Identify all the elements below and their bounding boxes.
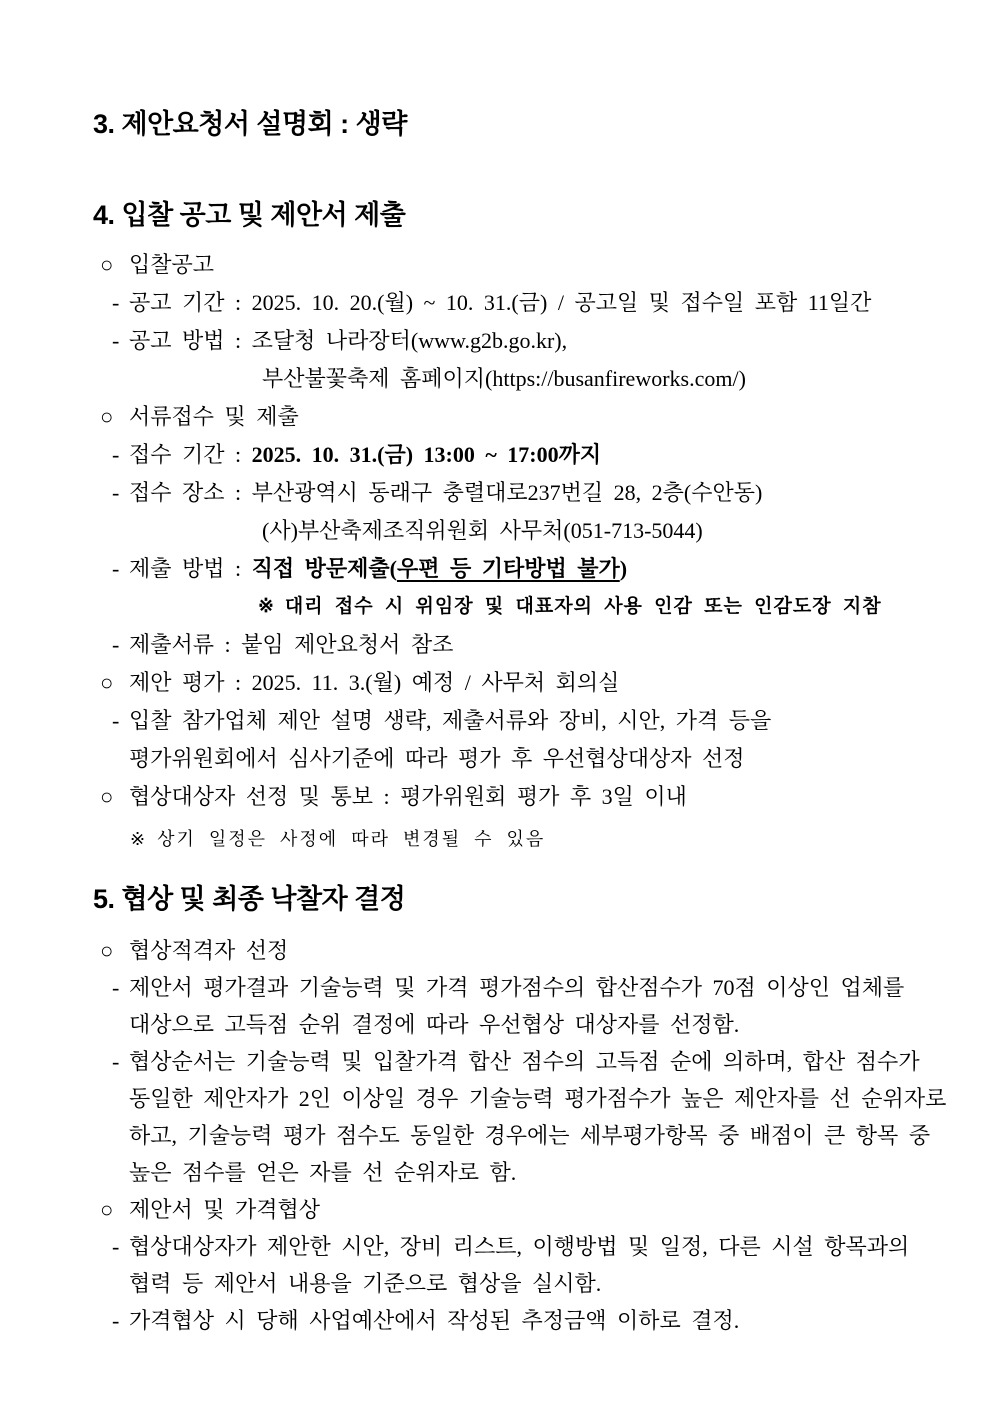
line-negotiation-title — [0, 1191, 992, 1228]
line-qualified-3 — [0, 1043, 992, 1080]
dash-marker: - — [112, 975, 120, 1000]
circle-marker: ○ — [100, 784, 114, 809]
dash-marker: - — [112, 1234, 120, 1259]
line-text: 하고, 기술능력 평가 점수도 동일한 경우에는 세부평가항목 중 배점이 큰 항목 중 — [129, 1123, 931, 1148]
line-qualified-4 — [0, 1080, 992, 1117]
circle-marker: ○ — [100, 670, 114, 695]
line-qualified-5 — [0, 1117, 992, 1154]
line-text: 대상으로 고득점 순위 결정에 따라 우선협상 대상자를 선정함. — [129, 1012, 740, 1037]
note-marker: ※ — [258, 596, 275, 617]
dash-marker: - — [112, 1049, 120, 1074]
line-text: (사)부산축제조직위원회 사무처(051-713-5044) — [262, 518, 703, 543]
line-text: 협상순서는 기술능력 및 입찰가격 합산 점수의 고득점 순에 의하며, 합산 점수가 — [129, 1049, 920, 1074]
line-submit-method — [0, 550, 992, 588]
line-text: 협상적격자 선정 — [129, 938, 289, 963]
line-text: 높은 점수를 얻은 자를 선 순위자로 함. — [129, 1160, 517, 1185]
section-3-heading: 3. 제안요청서 설명회 : 생략 — [93, 109, 407, 139]
line-text: 접수 장소 : 부산광역시 동래구 충렬대로237번길 28, 2층(수안동) — [129, 480, 763, 505]
dash-marker: - — [112, 328, 120, 353]
line-text: 제안서 평가결과 기술능력 및 가격 평가점수의 합산점수가 70점 이상인 업체를 — [129, 975, 905, 1000]
line-notice-method — [0, 322, 992, 360]
line-label: 제출 방법 : — [129, 556, 252, 581]
line-text: 가격협상 시 당해 사업예산에서 작성된 추정금액 이하로 결정. — [129, 1308, 740, 1333]
line-text: 제안서 및 가격협상 — [129, 1197, 321, 1222]
section-5-heading: 5. 협상 및 최종 낙찰자 결정 — [93, 884, 406, 914]
circle-marker: ○ — [100, 404, 114, 429]
section-4-heading: 4. 입찰 공고 및 제안서 제출 — [93, 200, 406, 230]
line-text: 공고 방법 : 조달청 나라장터(www.g2b.go.kr), — [129, 328, 568, 353]
line-receipt-period — [0, 436, 992, 474]
line-evaluation-detail-1 — [0, 702, 992, 740]
note-text: 대리 접수 시 위임장 및 대표자의 사용 인감 또는 인감도장 지참 — [284, 596, 882, 617]
dash-marker: - — [112, 1308, 120, 1333]
dash-marker: - — [112, 290, 120, 315]
line-text: 협상대상자가 제안한 시안, 장비 리스트, 이행방법 및 일정, 다른 시설 항목과의 — [129, 1234, 910, 1259]
line-qualified-6 — [0, 1154, 992, 1191]
line-text: 부산불꽃축제 홈페이지(https://busanfireworks.com/) — [262, 366, 746, 391]
line-label: 접수 기간 : — [129, 442, 252, 467]
line-notice-method-cont — [0, 360, 992, 398]
line-bid-notice-title — [0, 246, 992, 284]
dash-marker: - — [112, 632, 120, 657]
line-receipt-place-cont — [0, 512, 992, 550]
section-5-body — [0, 932, 992, 1339]
line-evaluation-detail-2 — [0, 740, 992, 778]
line-value-bold: 2025. 10. 31.(금) 13:00 ~ 17:00까지 — [251, 442, 602, 467]
dash-marker: - — [112, 708, 120, 733]
circle-marker: ○ — [100, 938, 114, 963]
line-qualified-title — [0, 932, 992, 969]
note-schedule-change — [0, 820, 992, 858]
circle-marker: ○ — [100, 252, 114, 277]
note-text: 상기 일정은 사정에 따라 변경될 수 있음 — [157, 829, 546, 849]
line-receipt-title — [0, 398, 992, 436]
line-text: 제안 평가 : 2025. 11. 3.(월) 예정 / 사무처 회의실 — [129, 670, 620, 695]
circle-marker: ○ — [100, 1197, 114, 1222]
line-value-bold: 직접 방문제출( — [251, 556, 397, 581]
line-value-underlined: 우편 등 기타방법 불가 — [396, 556, 620, 581]
line-value-close-paren: ) — [619, 556, 628, 581]
note-marker: ※ — [130, 829, 148, 849]
line-qualified-1 — [0, 969, 992, 1006]
line-negotiation-3 — [0, 1302, 992, 1339]
dash-marker: - — [112, 556, 120, 581]
line-text: 제출서류 : 붙임 제안요청서 참조 — [129, 632, 454, 657]
line-text: 입찰 참가업체 제안 설명 생략, 제출서류와 장비, 시안, 가격 등을 — [129, 708, 772, 733]
line-notice-period — [0, 284, 992, 322]
dash-marker: - — [112, 442, 120, 467]
line-negotiation-1 — [0, 1228, 992, 1265]
line-text: 공고 기간 : 2025. 10. 20.(월) ~ 10. 31.(금) / 공고일 및 접수일 포함 11일간 — [129, 290, 872, 315]
line-qualified-2 — [0, 1006, 992, 1043]
line-receipt-place — [0, 474, 992, 512]
line-text: 평가위원회에서 심사기준에 따라 평가 후 우선협상대상자 선정 — [129, 746, 745, 771]
line-text: 입찰공고 — [129, 252, 215, 277]
line-text: 협력 등 제안서 내용을 기준으로 협상을 실시함. — [129, 1271, 602, 1296]
line-submit-docs — [0, 626, 992, 664]
dash-marker: - — [112, 480, 120, 505]
line-text: 서류접수 및 제출 — [129, 404, 299, 429]
line-evaluation-title — [0, 664, 992, 702]
line-text: 협상대상자 선정 및 통보 : 평가위원회 평가 후 3일 이내 — [129, 784, 687, 809]
line-text: 동일한 제안자가 2인 이상일 경우 기술능력 평가점수가 높은 제안자를 선 순위자로 — [129, 1086, 947, 1111]
line-selection-notice — [0, 778, 992, 816]
note-proxy-submission — [0, 588, 992, 626]
line-negotiation-2 — [0, 1265, 992, 1302]
